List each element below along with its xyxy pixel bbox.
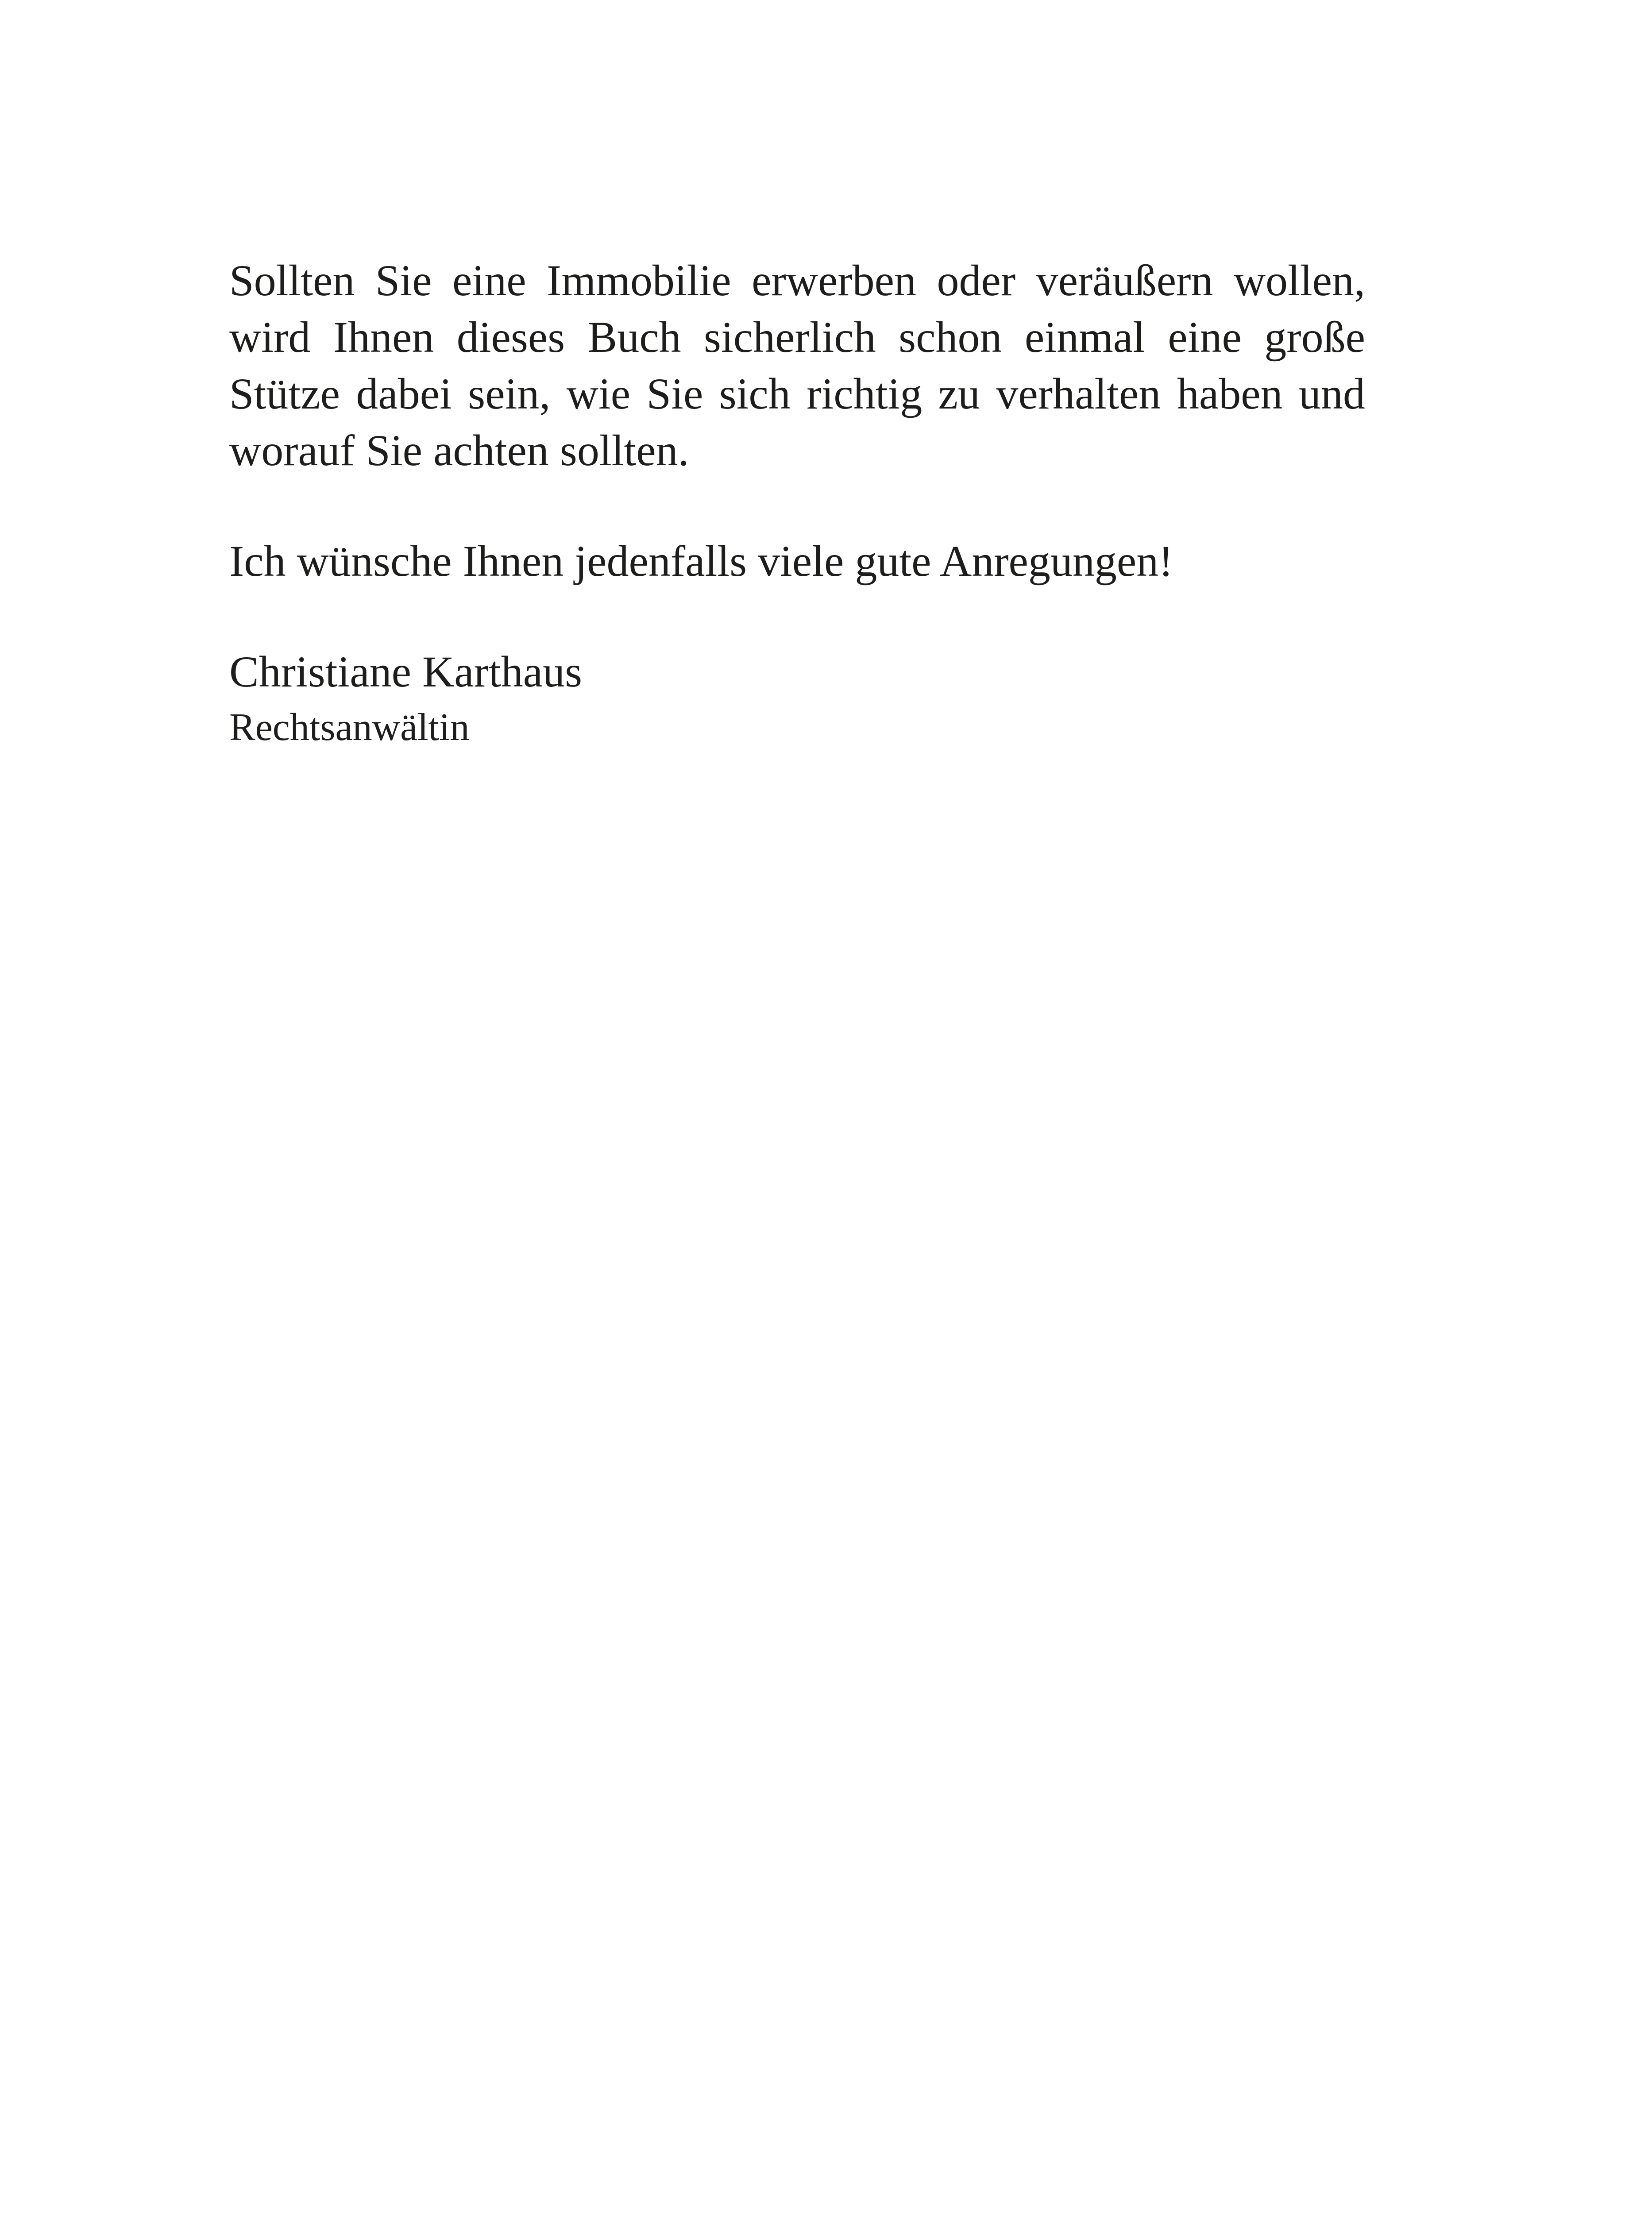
paragraph-intro-line-4: worauf Sie achten sollten. bbox=[229, 426, 689, 475]
paragraph-intro-line-1: Sollten Sie eine Immobilie erwerben oder veräußern wollen, bbox=[229, 256, 1365, 305]
paragraph-intro-line-3: Stütze dabei sein, wie Sie sich richtig zu verhalten haben und bbox=[229, 369, 1365, 418]
paragraph-wishes: Ich wünsche Ihnen jedenfalls viele gute Anregungen! bbox=[229, 536, 1173, 586]
signature-name: Christiane Karthaus bbox=[229, 647, 583, 696]
paragraph-intro bbox=[229, 252, 1365, 479]
signature-title: Rechtsanwältin bbox=[229, 706, 470, 749]
paragraph-intro-line-2: wird Ihnen dieses Buch sicherlich schon einmal eine große bbox=[229, 312, 1365, 362]
paragraph-spacer bbox=[229, 590, 1365, 644]
letter-body bbox=[229, 252, 1365, 755]
paragraph-spacer bbox=[229, 479, 1365, 533]
